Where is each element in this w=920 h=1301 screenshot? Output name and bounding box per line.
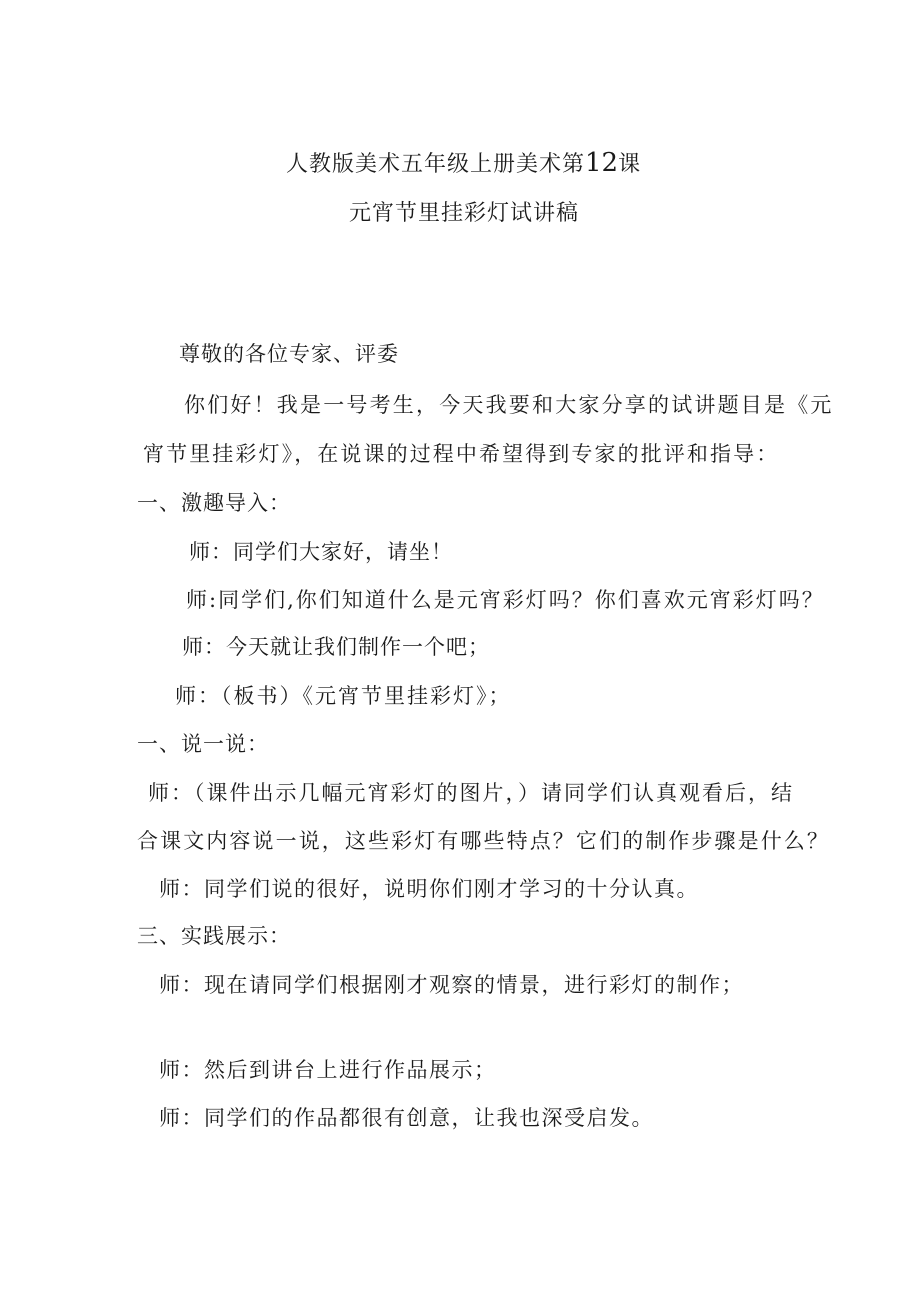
section-3-line-1: 师：现在请同学们根据刚才观察的情景，进行彩灯的制作； xyxy=(159,973,744,997)
section-1-line-3: 师：今天就让我们制作一个吧； xyxy=(182,635,490,659)
section-3-line-3: 师：同学们的作品都很有创意，让我也深受启发。 xyxy=(159,1106,654,1130)
intro-line-2: 宵节里挂彩灯》，在说课的过程中希望得到专家的批评和指导： xyxy=(143,442,780,466)
section-1-line-1: 师：同学们大家好，请坐！ xyxy=(189,540,453,564)
section-heading-2: 一、说一说： xyxy=(137,732,269,756)
greeting: 尊敬的各位专家、评委 xyxy=(179,342,399,366)
section-1-line-4: 师：（板书）《元宵节里挂彩灯》； xyxy=(175,684,512,708)
title-number: 12 xyxy=(585,148,619,178)
section-3-line-2: 师：然后到讲台上进行作品展示； xyxy=(159,1058,497,1082)
intro-line-1: 你们好！我是一号考生，今天我要和大家分享的试讲题目是《元 xyxy=(184,393,834,417)
document-title xyxy=(286,148,641,180)
section-2-line-2: 合课文内容说一说，这些彩灯有哪些特点？它们的制作步骤是什么？ xyxy=(137,829,830,853)
title-prefix: 人教版美术五年级上册美术第 xyxy=(286,152,586,177)
document-subtitle: 元宵节里挂彩灯试讲稿 xyxy=(349,201,580,226)
section-heading-3: 三、实践展示： xyxy=(137,924,291,948)
title-suffix: 课 xyxy=(618,152,642,177)
section-2-line-3: 师：同学们说的很好，说明你们刚才学习的十分认真。 xyxy=(159,877,699,901)
section-heading-1: 一、激趣导入： xyxy=(137,491,291,515)
section-2-line-1: 师：（课件出示几幅元宵彩灯的图片，）请同学们认真观看后，结 xyxy=(148,781,794,805)
section-1-line-2: 师:同学们,你们知道什么是元宵彩灯吗？你们喜欢元宵彩灯吗？ xyxy=(186,588,825,612)
